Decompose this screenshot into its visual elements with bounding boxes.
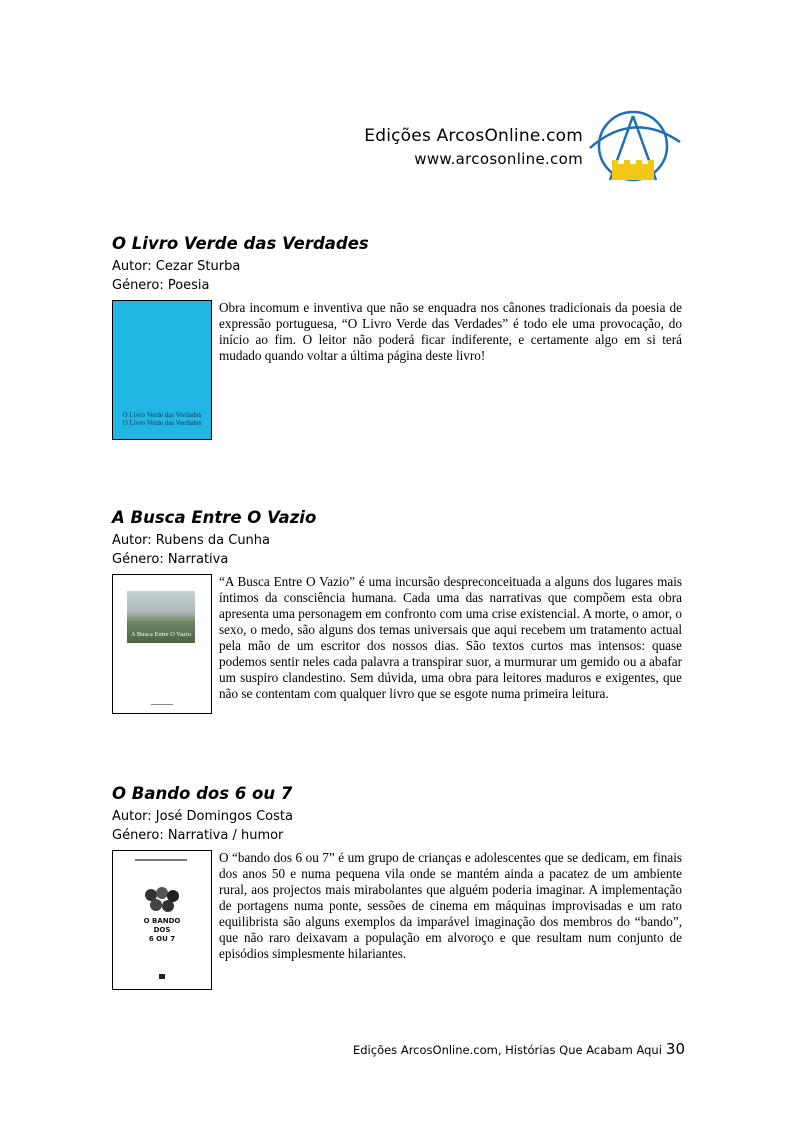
cover-publisher-mark (159, 974, 165, 979)
cover-illustration-icon (143, 885, 181, 915)
book-entry (112, 508, 682, 702)
book-title: O Livro Verde das Verdades (112, 234, 369, 253)
cover-title-line: O Livro Verde das Verdades (122, 419, 202, 427)
book-genre: Género: Narrativa / humor (112, 828, 284, 843)
cover-title-line: 6 OU 7 (148, 935, 176, 943)
cover-author-line (135, 859, 187, 861)
arcos-logo-icon (586, 108, 684, 186)
book-title: O Bando dos 6 ou 7 (112, 784, 293, 803)
book-cover-image (112, 574, 212, 714)
book-cover-image (112, 300, 212, 440)
book-description: “A Busca Entre O Vazio” é uma incursão despreconceituada a alguns dos lugares mais íntimos da consciência humana. Cada uma das narrativas que compõem esta obra apresenta uma personagem em confronto com uma crise existencial. A morte, o amor, o sexo, o medo, são alguns dos temas universais que aqui recebem um tratamento actual pela mão de um escritor dos nossos dias. São textos curtos mas intensos: quase podemos sentir neles cada palavra a transpirar suor, a murmurar um gemido ou a abafar um suspiro clandestino. Sem dúvida, uma obra para leitores maduros e exigentes, que não se contentam com qualquer livro que se esgote numa primeira leitura. (219, 574, 682, 701)
book-description: Obra incomum e inventiva que não se enquadra nos cânones tradicionais da poesia de expressão portuguesa, “O Livro Verde das Verdades” é todo ele uma provocação, do início ao fim. O leitor não poderá ficar indiferente, e certamente algo em si terá mudado quando voltar a última página deste livro! (219, 300, 682, 363)
book-genre: Género: Narrativa (112, 552, 229, 567)
cover-title-line: DOS (153, 926, 171, 934)
cover-title-line: O Livro Verde das Verdades (122, 411, 202, 419)
footer-text: Edições ArcosOnline.com, Histórias Que Acabam Aqui (352, 1043, 662, 1057)
book-title: A Busca Entre O Vazio (112, 508, 317, 527)
book-genre: Género: Poesia (112, 278, 210, 293)
book-cover-image (112, 850, 212, 990)
book-author: Autor: Cezar Sturba (112, 259, 241, 274)
book-author: Autor: Rubens da Cunha (112, 533, 271, 548)
book-description: O “bando dos 6 ou 7” é um grupo de crianças e adolescentes que se dedicam, em finais dos anos 50 e numa pequena vila onde se mantém ainda a pacatez de um ambiente rural, aos projectos mais mirabolantes que alguém poderia imaginar. A implementação de portagens numa ponte, sessões de cinema em máquinas improvisadas e um rato equilibrista são alguns exemplos da imparável imaginação dos membros do “bando”, que não raro deixavam a população em alvoroço e que resultam num conjunto de episódios simplesmente hilariantes. (219, 850, 682, 961)
publisher-header (364, 124, 583, 170)
publisher-name: Edições ArcosOnline.com (364, 126, 583, 146)
book-author: Autor: José Domingos Costa (112, 809, 293, 824)
page-number: 30 (665, 1040, 685, 1058)
book-entry (112, 784, 682, 962)
book-entry (112, 234, 682, 427)
cover-title-line: O BANDO (143, 917, 181, 925)
publisher-url: www.arcosonline.com (414, 150, 583, 168)
page-footer (353, 1040, 685, 1059)
cover-footer-mark (151, 704, 173, 705)
cover-title-line: A Busca Entre O Vazio (130, 631, 192, 638)
